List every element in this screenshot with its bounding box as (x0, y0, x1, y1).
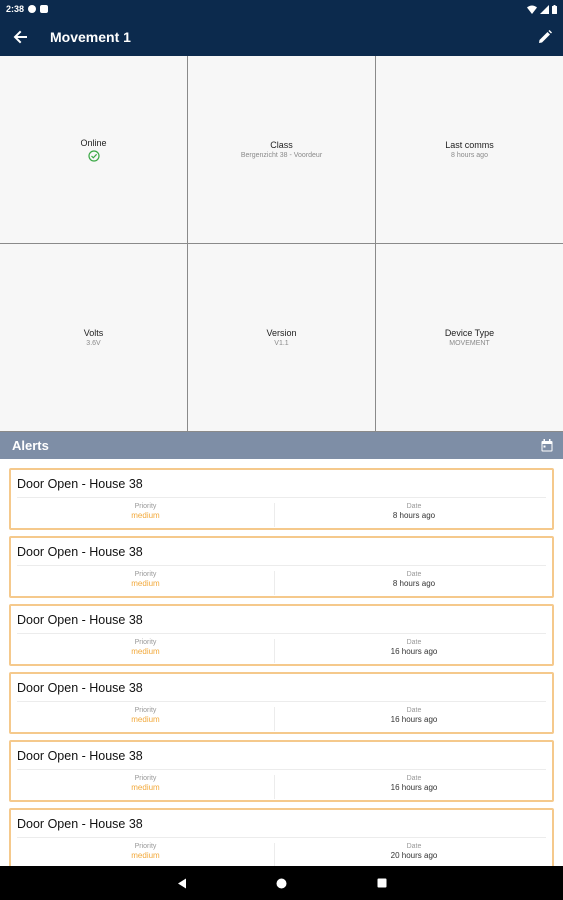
priority-value: medium (131, 783, 160, 792)
date-value: 20 hours ago (390, 851, 438, 860)
alert-title: Door Open - House 38 (17, 545, 143, 559)
alert-card[interactable] (9, 536, 554, 598)
alert-divider (17, 769, 546, 770)
info-label: Class (270, 140, 293, 150)
info-cell-online (0, 56, 188, 244)
wifi-icon (527, 5, 537, 14)
alert-priority (17, 843, 275, 866)
alert-date (275, 639, 553, 663)
info-label: Version (266, 328, 297, 338)
pencil-icon (538, 30, 552, 44)
priority-label: Priority (134, 571, 157, 578)
triangle-back-icon (177, 878, 187, 889)
info-cell-volts (0, 244, 188, 432)
date-label: Date (406, 571, 422, 578)
alert-title: Door Open - House 38 (17, 613, 143, 627)
battery-icon (552, 5, 557, 14)
info-value: V1.1 (274, 340, 289, 347)
priority-label: Priority (134, 843, 157, 850)
info-value: Bergenzicht 38 - Voordeur (240, 152, 323, 159)
date-label: Date (406, 707, 422, 714)
info-cell-device-type (376, 244, 563, 432)
alert-priority (17, 639, 275, 663)
alert-card[interactable] (9, 808, 554, 866)
info-value: MOVEMENT (449, 340, 490, 347)
date-label: Date (406, 639, 422, 646)
info-label: Online (80, 137, 107, 148)
page-title: Movement 1 (50, 29, 131, 45)
info-cell-last-comms (376, 56, 563, 244)
priority-label: Priority (134, 503, 157, 510)
status-right (527, 5, 557, 14)
online-check-icon (88, 150, 100, 162)
circle-home-icon (276, 878, 287, 889)
nav-recents-button[interactable] (372, 873, 392, 893)
nav-home-button[interactable] (272, 873, 292, 893)
info-label: Volts (83, 328, 104, 338)
date-value: 8 hours ago (392, 579, 436, 588)
calendar-button[interactable] (541, 439, 553, 452)
alert-priority (17, 571, 275, 595)
alert-divider (17, 565, 546, 566)
priority-label: Priority (134, 775, 157, 782)
priority-value: medium (131, 579, 160, 588)
alert-divider (17, 633, 546, 634)
priority-label: Priority (134, 707, 157, 714)
alert-date (275, 775, 553, 799)
info-value: 3.6V (86, 340, 101, 347)
alert-title: Door Open - House 38 (17, 681, 143, 695)
info-label: Last comms (445, 140, 494, 150)
calendar-icon (541, 439, 553, 452)
alerts-list[interactable] (0, 459, 563, 866)
info-cell-version (188, 244, 376, 432)
date-value: 16 hours ago (390, 715, 438, 724)
info-label: Device Type (444, 328, 495, 338)
date-label: Date (406, 503, 422, 510)
alert-priority (17, 707, 275, 731)
alert-title: Door Open - House 38 (17, 749, 143, 763)
system-nav-bar (0, 866, 563, 900)
back-button[interactable] (0, 18, 40, 56)
priority-label: Priority (134, 639, 157, 646)
notification-icon (28, 5, 36, 13)
alert-date (275, 571, 553, 595)
alert-title: Door Open - House 38 (17, 817, 143, 831)
alert-card[interactable] (9, 604, 554, 666)
alert-divider (17, 497, 546, 498)
app-bar (0, 18, 563, 56)
priority-value: medium (131, 647, 160, 656)
status-bar (0, 0, 563, 18)
status-left (6, 4, 48, 14)
alert-date (275, 707, 553, 731)
alert-priority (17, 775, 275, 799)
alert-date (275, 843, 553, 866)
date-value: 8 hours ago (392, 511, 436, 520)
priority-value: medium (131, 511, 160, 520)
alerts-title: Alerts (12, 438, 49, 453)
date-label: Date (406, 775, 422, 782)
alert-title: Door Open - House 38 (17, 477, 143, 491)
alert-card[interactable] (9, 672, 554, 734)
info-cell-class (188, 56, 376, 244)
alert-card[interactable] (9, 740, 554, 802)
date-value: 16 hours ago (390, 783, 438, 792)
info-value: 8 hours ago (451, 152, 488, 159)
signal-icon (540, 5, 549, 14)
alerts-header (0, 432, 563, 459)
sd-card-icon (40, 5, 48, 13)
alert-priority (17, 503, 275, 527)
nav-back-button[interactable] (172, 873, 192, 893)
status-time: 2:38 (6, 4, 25, 14)
square-recents-icon (377, 878, 387, 888)
alert-divider (17, 837, 546, 838)
alert-divider (17, 701, 546, 702)
device-info-grid (0, 56, 563, 432)
priority-value: medium (131, 851, 160, 860)
date-value: 16 hours ago (390, 647, 438, 656)
alert-date (275, 503, 553, 527)
date-label: Date (406, 843, 422, 850)
priority-value: medium (131, 715, 160, 724)
alert-card[interactable] (9, 468, 554, 530)
arrow-back-icon (13, 30, 27, 44)
edit-button[interactable] (527, 18, 563, 56)
